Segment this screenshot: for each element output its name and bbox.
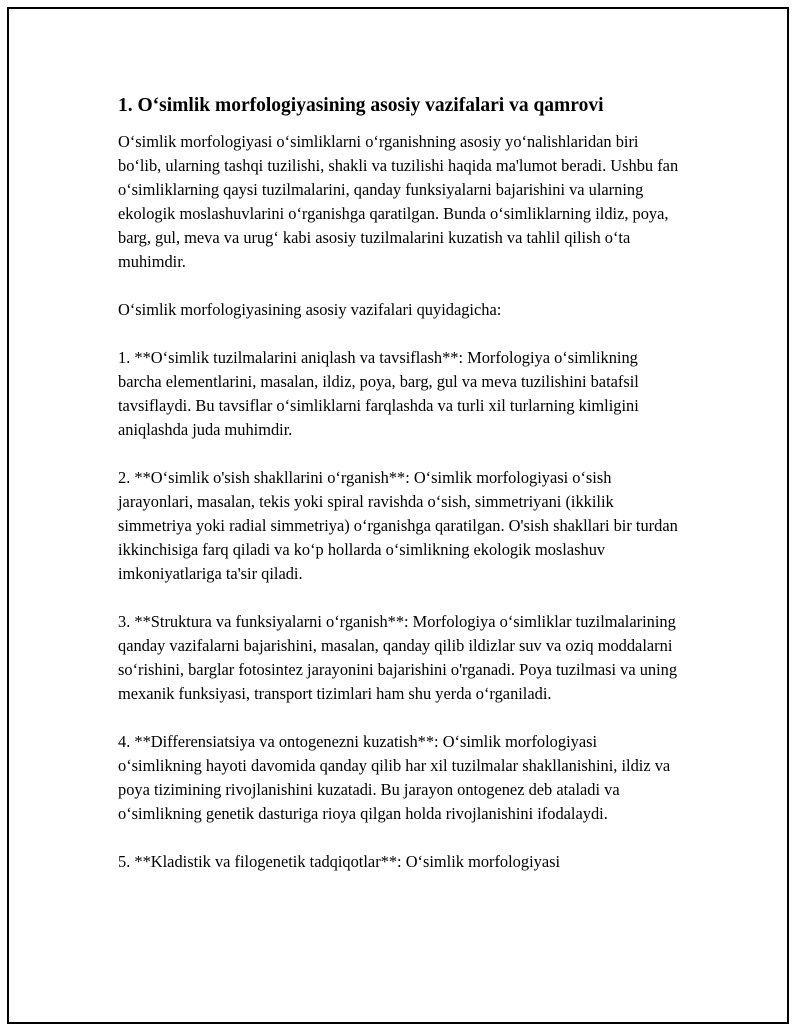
list-item-4: 4. **Differensiatsiya va ontogenezni kuzatish**: O‘simlik morfologiyasi o‘simlikning hayoti davomida qanday qilib har xil tuzilmalar shakllanishini, ildiz va poya tizimining rivojlanishini kuzatadi. Bu jarayon ontogenez deb ataladi va o‘simlikning genetik dasturiga rioya qilgan holda rivojlanishini ifodalaydi.: [118, 732, 671, 823]
tasks-intro-paragraph: O‘simlik morfologiyasining asosiy vazifalari quyidagicha:: [118, 300, 502, 319]
list-item-2: 2. **O‘simlik o'sish shakllarini o‘rganish**: O‘simlik morfologiyasi o‘sish jarayonlari, masalan, tekis yoki spiral ravishda o‘sish, simmetriyani (ikkilik simmetriya yoki radial simmetriya) o‘rganishga qaratilgan. O'sish shakllari bir turdan ikkinchisiga farq qiladi va ko‘p hollarda o‘simlikning ekologik moslashuv imkoniyatlariga ta'sir qiladi.: [118, 468, 678, 583]
list-item-1: 1. **O‘simlik tuzilmalarini aniqlash va tavsiflash**: Morfologiya o‘simlikning barcha elementlarini, masalan, ildiz, poya, barg, gul va meva tuzilishini batafsil tavsiflaydi. Bu tavsiflar o‘simliklarni farqlashda va turli xil turlarning kimligini aniqlashda juda muhimdir.: [118, 348, 639, 439]
document-body: [118, 92, 684, 898]
intro-paragraph: O‘simlik morfologiyasi o‘simliklarni o‘rganishning asosiy yo‘nalishlaridan biri bo‘lib, ularning tashqi tuzilishi, shakli va tuzilishi haqida ma'lumot beradi. Ushbu fan o‘simliklarning qaysi tuzilmalarini, qanday funksiyalarni bajarishini va ularning ekologik moslashuvlarini o‘rganishga qaratilgan. Bunda o‘simliklarning ildiz, poya, barg, gul, meva va urug‘ kabi asosiy tuzilmalarini kuzatish va tahlil qilish o‘ta muhimdir.: [118, 132, 679, 271]
list-item-5: 5. **Kladistik va filogenetik tadqiqotlar**: O‘simlik morfologiyasi: [118, 852, 561, 871]
section-heading: 1. O‘simlik morfologiyasining asosiy vazifalari va qamrovi: [118, 95, 604, 116]
list-item-3: 3. **Struktura va funksiyalarni o‘rganish**: Morfologiya o‘simliklar tuzilmalarining qanday vazifalarni bajarishini, masalan, qanday qilib ildizlar suv va oziq moddalarni so‘rishini, barglar fotosintez jarayonini bajarishini o'rganadi. Poya tuzilmasi va uning mexanik funksiyasi, transport tizimlari ham shu yerda o‘rganiladi.: [118, 612, 678, 703]
